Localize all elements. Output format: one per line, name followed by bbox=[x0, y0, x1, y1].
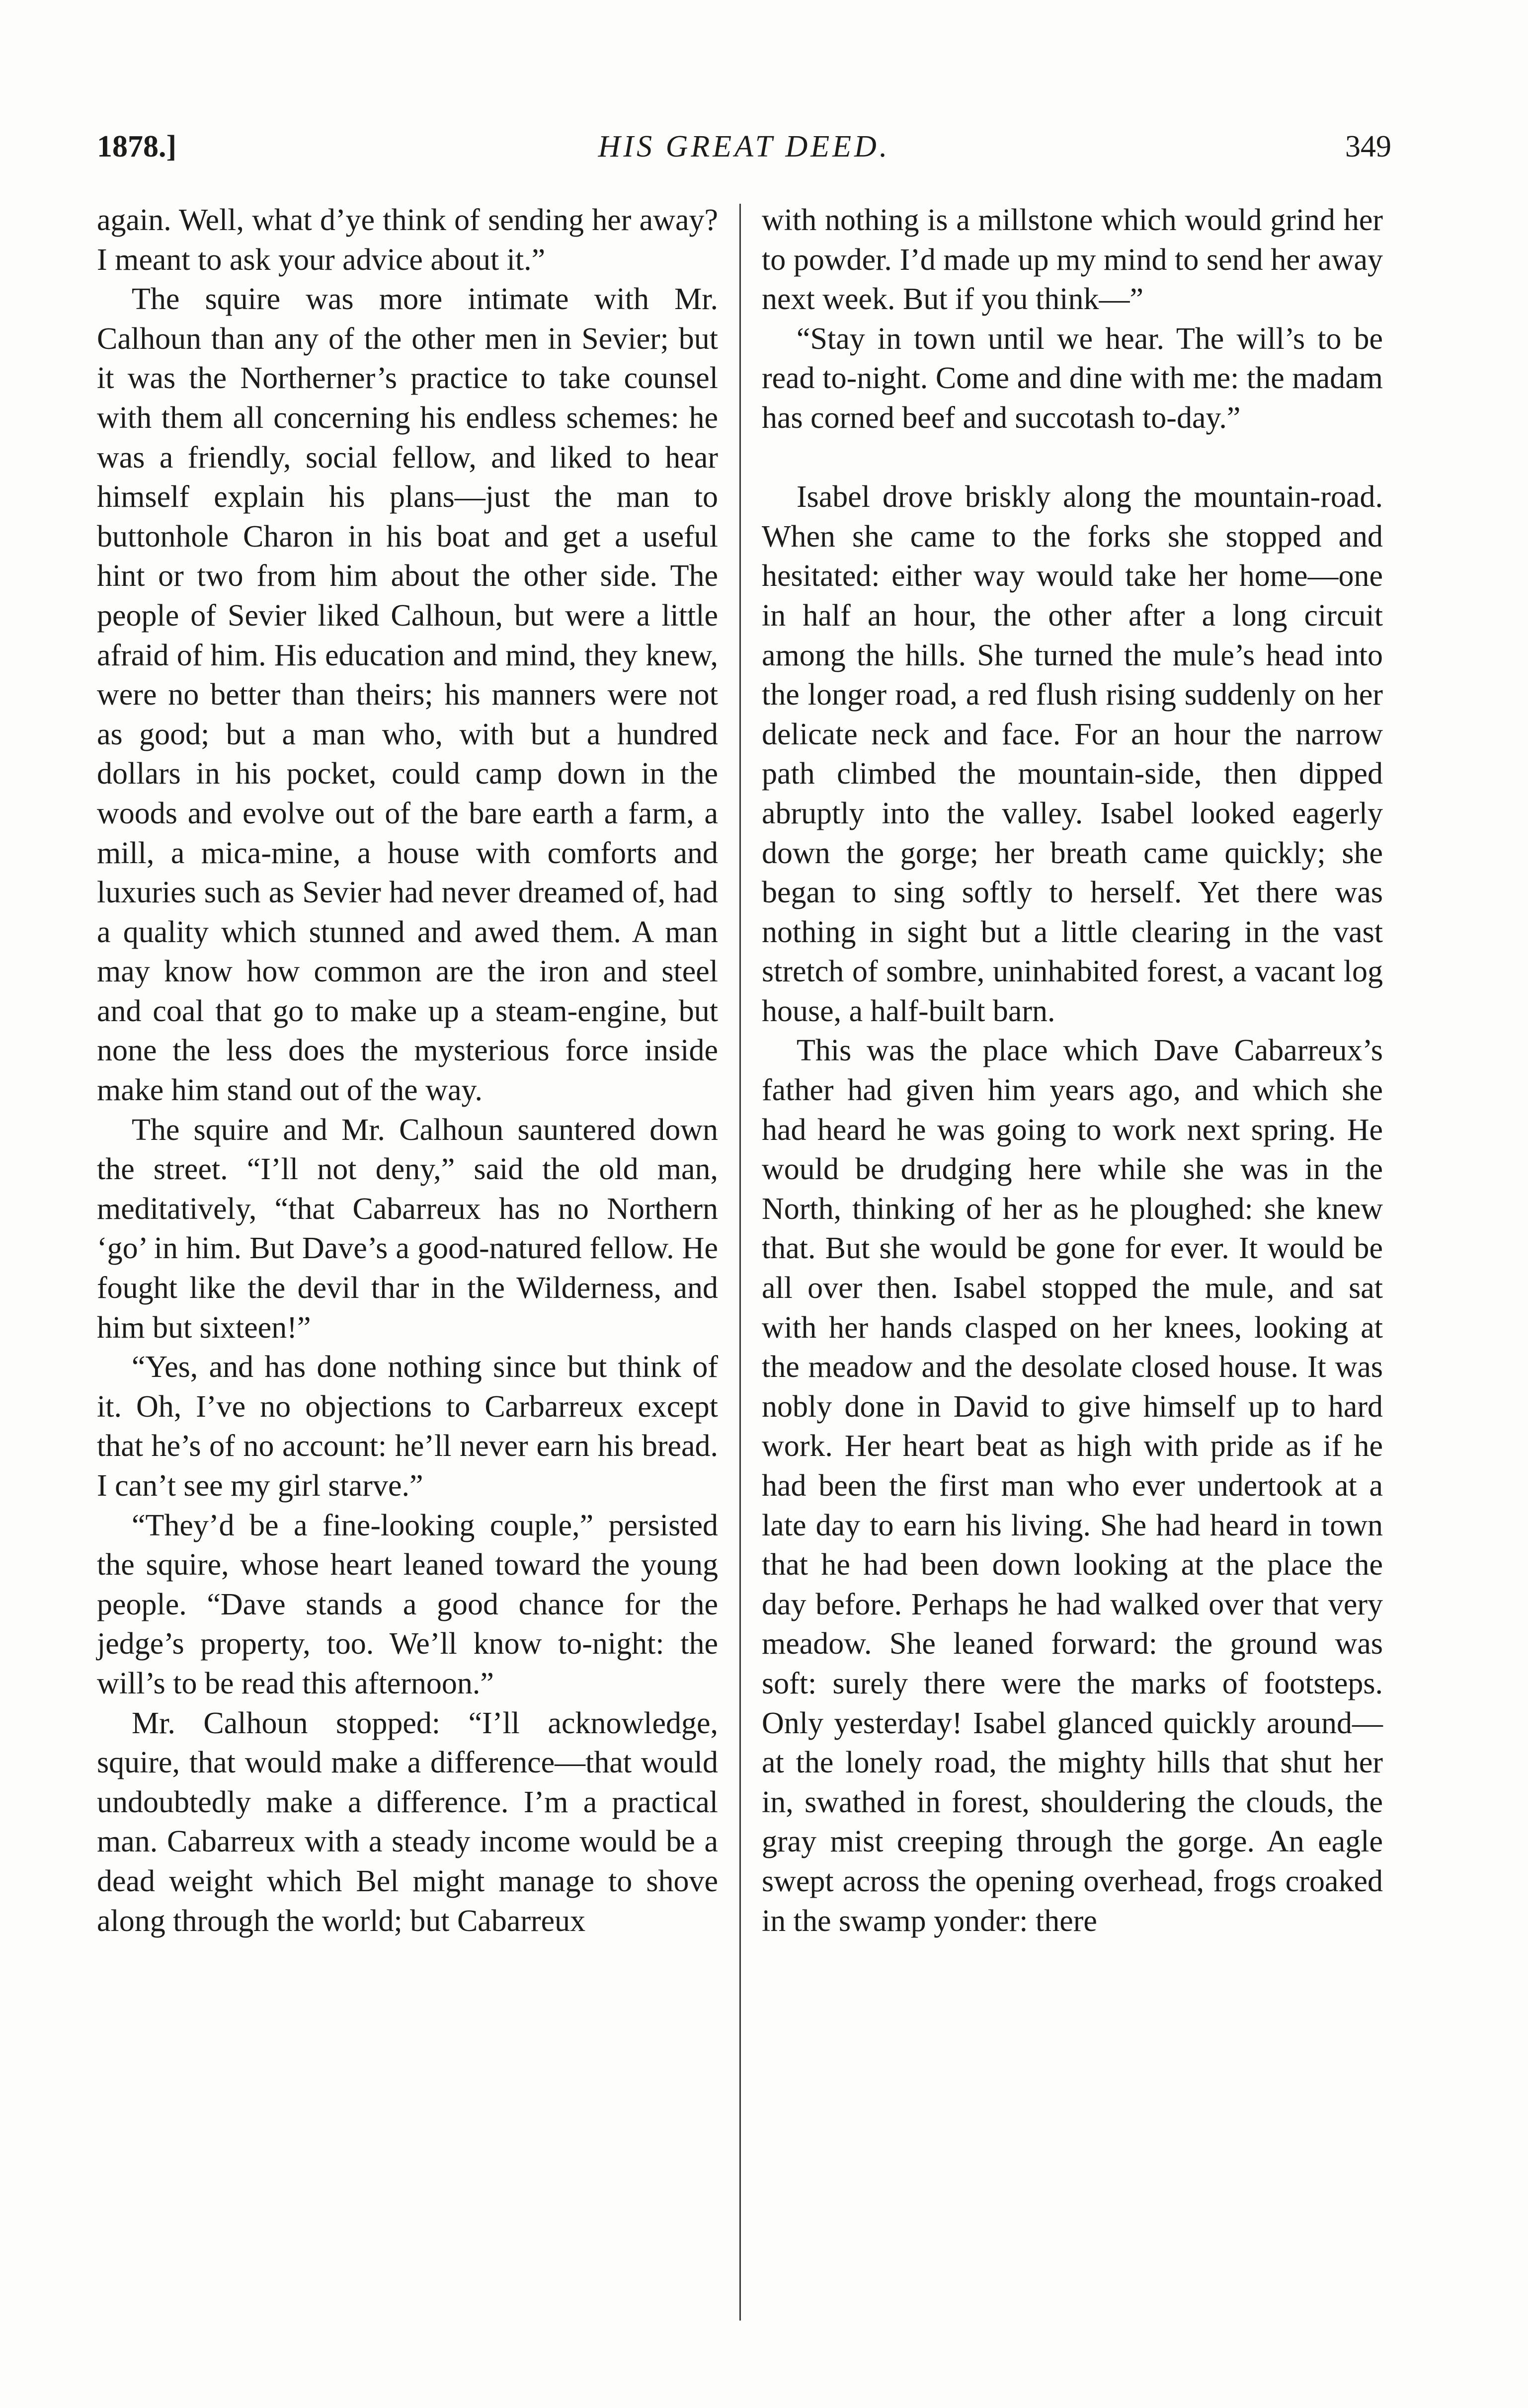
left-column bbox=[97, 201, 718, 1941]
paragraph: The squire was more intimate with Mr. Calhoun than any of the other men in Sevier; but it was the Northerner’s practice to take counsel with them all concerning his endless schemes: he was a friendly, social fellow, and liked to hear himself explain his plans—just the man to buttonhole Charon in his boat and get a useful hint or two from him about the other side. The people of Sevier liked Calhoun, but were a little afraid of him. His education and mind, they knew, were no better than theirs; his manners were not as good; but a man who, with but a hundred dollars in his pocket, could camp down in the woods and evolve out of the bare earth a farm, a mill, a mica-mine, a house with comforts and luxuries such as Sevier had never dreamed of, had a quality which stunned and awed them. A man may know how common are the iron and steel and coal that go to make up a steam-engine, but none the less does the mysterious force inside make him stand out of the way. bbox=[97, 282, 718, 1108]
paragraph: The squire and Mr. Calhoun sauntered down the street. “I’ll not deny,” said the old man, meditatively, “that Cabarreux has no Northern ‘go’ in him. But Dave’s a good-natured fellow. He fought like the devil thar in the Wilderness, and him but sixteen!” bbox=[97, 1113, 718, 1345]
right-column bbox=[762, 201, 1383, 1941]
paragraph: “They’d be a fine-looking couple,” persisted the squire, whose heart leaned toward the young people. “Dave stands a good chance for the jedge’s property, too. We’ll know to-night: the will’s to be read this afternoon.” bbox=[97, 1508, 718, 1700]
paragraph: again. Well, what d’ye think of sending her away? I meant to ask your advice about it.” bbox=[97, 203, 718, 277]
paragraph: “Stay in town until we hear. The will’s to be read to-night. Come and dine with me: the madam has corned beef and succotash to-day.” bbox=[762, 321, 1383, 435]
paragraph: Isabel drove briskly along the mountain-road. When she came to the forks she stopped and hesitated: either way would take her home—one in half an hour, the other after a long circuit among the hills. She turned the mule’s head into the longer road, a red flush rising suddenly on her delicate neck and face. For an hour the narrow path climbed the mountain-side, then dipped abruptly into the valley. Isabel looked eagerly down the gorge; her breath came quickly; she began to sing softly to herself. Yet there was nothing in sight but a little clearing in the vast stretch of sombre, uninhabited forest, a vacant log house, a half-built barn. bbox=[762, 480, 1383, 1028]
paragraph: “Yes, and has done nothing since but think of it. Oh, I’ve no objections to Carbarreux except that he’s of no account: he’ll never earn his bread. I can’t see my girl starve.” bbox=[97, 1350, 718, 1503]
column-divider bbox=[739, 204, 741, 2321]
page-number: 349 bbox=[1345, 130, 1391, 163]
paragraph: with nothing is a millstone which would grind her to powder. I’d made up my mind to send her away next week. But if you think—” bbox=[762, 203, 1383, 317]
issue-year: 1878.] bbox=[97, 130, 177, 163]
story-title: HIS GREAT DEED. bbox=[598, 130, 890, 163]
paragraph: This was the place which Dave Cabarreux’s father had given him years ago, and which she had heard he was going to work next spring. He would be drudging here while she was in the North, thinking of her as he ploughed: she knew that. But she would be gone for ever. It would be all over then. Isabel stopped the mule, and sat with her hands clasped on her knees, looking at the meadow and the desolate closed house. It was nobly done in David to give himself up to hard work. Her heart beat as high with pride as if he had been the first man who ever undertook at a late day to earn his living. She had heard in town that he had been down looking at the place the day before. Perhaps he had walked over that very meadow. She leaned forward: the ground was soft: surely there were the marks of footsteps. Only yesterday! Isabel glanced quickly around—at the lonely road, the mighty hills that shut her in, swathed in forest, shouldering the clouds, the gray mist creeping through the gorge. An eagle swept across the opening overhead, frogs croaked in the swamp yonder: there bbox=[762, 1034, 1383, 1938]
paragraph: Mr. Calhoun stopped: “I’ll acknowledge, squire, that would make a difference—that would undoubtedly make a difference. I’m a practical man. Cabarreux with a steady income would be a dead weight which Bel might manage to shove along through the world; but Cabarreux bbox=[97, 1706, 718, 1938]
running-head bbox=[97, 124, 1391, 169]
